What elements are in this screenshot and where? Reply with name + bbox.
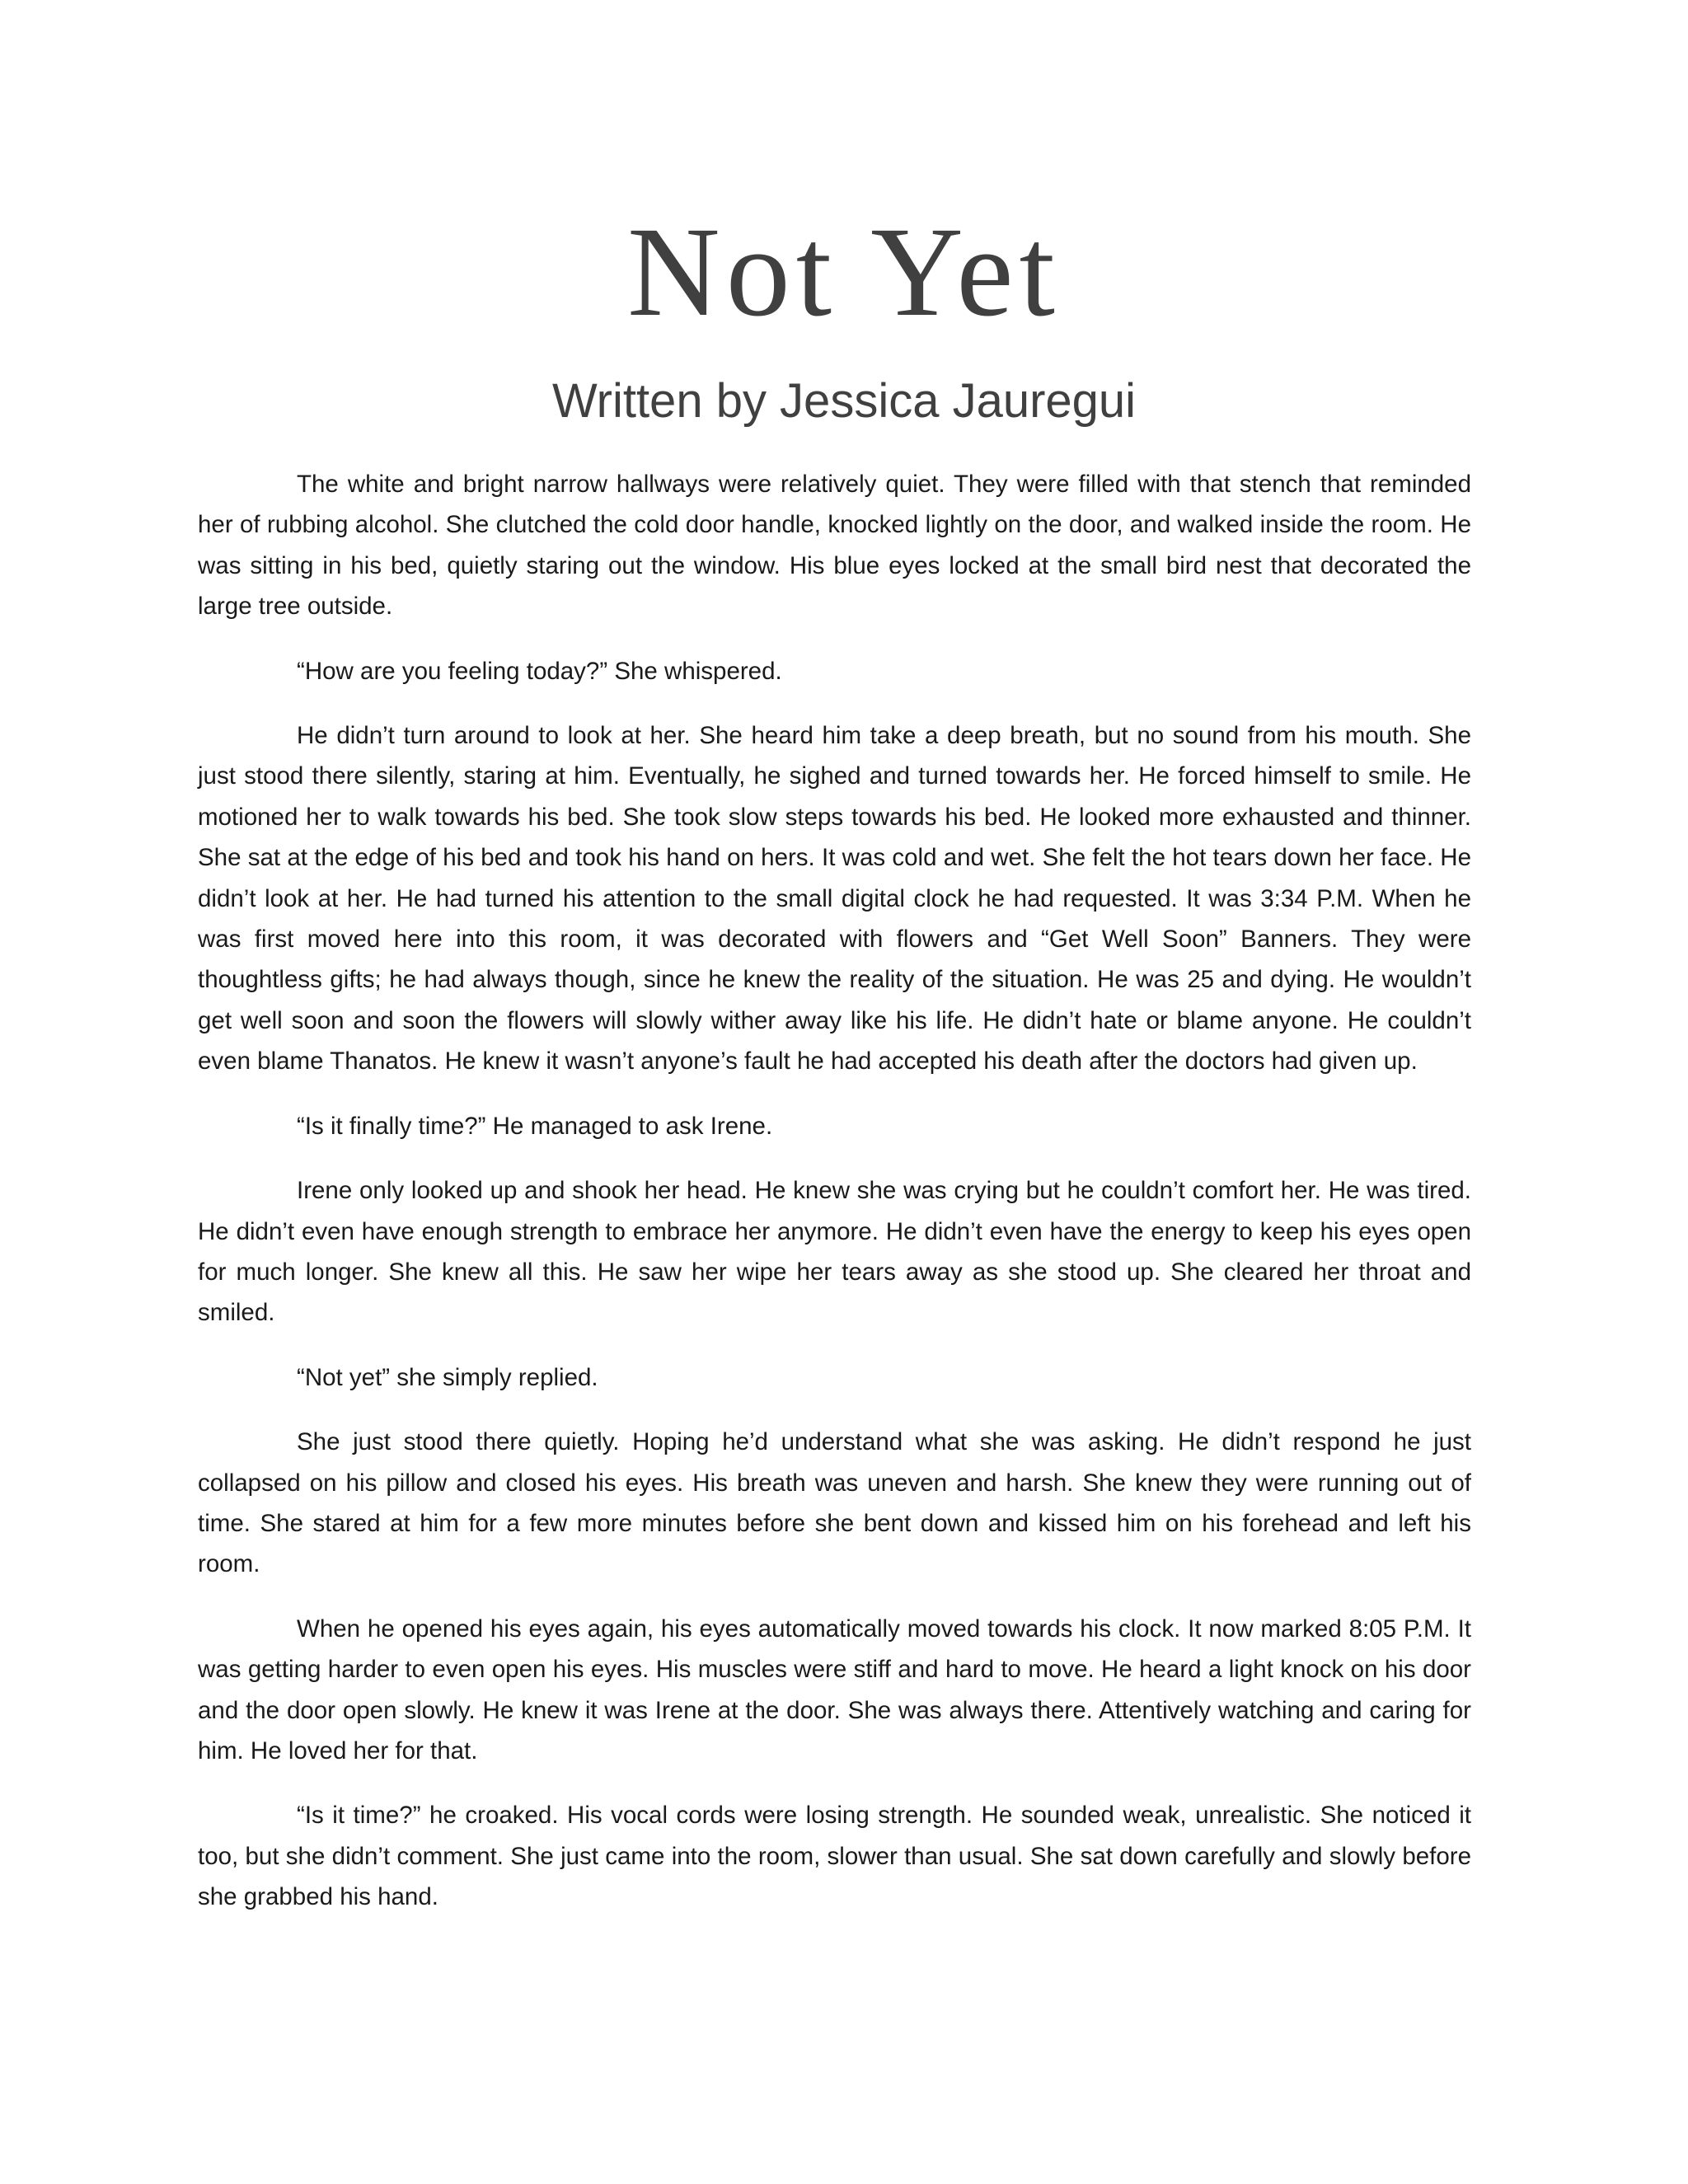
paragraph: “Is it time?” he croaked. His vocal cords were losing strength. He sounded weak, unrealistic. She noticed it too, but she didn’t comment. She just came into the room, slower than usual. She sat down carefully and slowly before she grabbed his hand. xyxy=(198,1802,1471,1911)
paragraph: When he opened his eyes again, his eyes automatically moved towards his clock. It now marked 8:05 P.M. It was getting harder to even open his eyes. His muscles were stiff and hard to move. He heard a light knock on his door and the door open slowly. He knew it was Irene at the door. She was always there. Attentively watching and caring for him. He loved her for that. xyxy=(198,1615,1471,1765)
paragraph: Irene only looked up and shook her head. He knew she was crying but he couldn’t comfort her. He was tired. He didn’t even have enough strength to embrace her anymore. He didn’t even have the energy to keep his eyes open for much longer. She knew all this. He saw her wipe her tears away as she stood up. She cleared her throat and smiled. xyxy=(198,1177,1471,1327)
author-byline: Written by Jessica Jauregui xyxy=(551,374,1137,428)
paragraph: “Not yet” she simply replied. xyxy=(297,1363,598,1391)
paragraph: The white and bright narrow hallways were relatively quiet. They were filled with that stench that reminded her of rubbing alcohol. She clutched the cold door handle, knocked lightly on the door, and walked inside the room. He was sitting in his bed, quietly staring out the window. His blue eyes locked at the small bird nest that decorated the large tree outside. xyxy=(198,471,1471,621)
paragraph: “How are you feeling today?” She whispered. xyxy=(297,657,782,685)
page-title: Not Yet xyxy=(627,200,1061,343)
story-body xyxy=(198,464,1471,1942)
paragraph: He didn’t turn around to look at her. She heard him take a deep breath, but no sound from his mouth. She just stood there silently, staring at him. Eventually, he sighed and turned towards her. He forced himself to smile. He motioned her to walk towards his bed. She took slow steps towards his bed. He looked more exhausted and thinner. She sat at the edge of his bed and took his hand on hers. It was cold and wet. She felt the hot tears down her face. He didn’t look at her. He had turned his attention to the small digital clock he had requested. It was 3:34 P.M. When he was first moved here into this room, it was decorated with flowers and “Get Well Soon” Banners. They were thoughtless gifts; he had always though, since he knew the reality of the situation. He was 25 and dying. He wouldn’t get well soon and soon the flowers will slowly wither away like his life. He didn’t hate or blame anyone. He couldn’t even blame Thanatos. He knew it wasn’t anyone’s fault he had accepted his death after the doctors had given up. xyxy=(198,722,1471,1076)
paragraph: “Is it finally time?” He managed to ask Irene. xyxy=(297,1112,773,1140)
paragraph: She just stood there quietly. Hoping he’d understand what she was asking. He didn’t respond he just collapsed on his pillow and closed his eyes. His breath was uneven and harsh. She knew they were running out of time. She stared at him for a few more minutes before she bent down and kissed him on his forehead and left his room. xyxy=(198,1428,1471,1578)
